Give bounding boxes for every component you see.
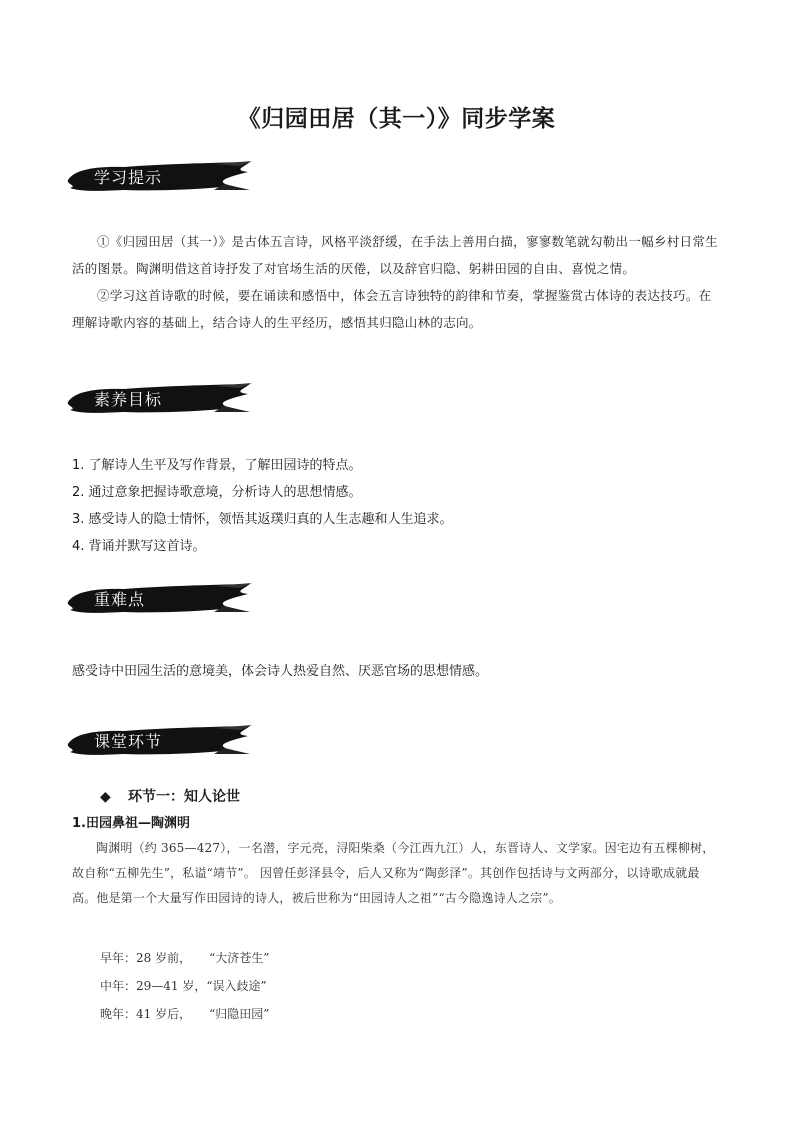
tips-paragraph-2: ②学习这首诗歌的时候，要在诵读和感悟中，体会五言诗独特的韵律和节奏，掌握鉴赏古体诗的表达技巧。在理解诗歌内容的基础上，结合诗人的生平经历，感悟其归隐山林的志向。 bbox=[72, 288, 712, 330]
brush-stroke-icon bbox=[64, 582, 254, 616]
stage-row bbox=[100, 1000, 269, 1028]
section-title: 课堂环节 bbox=[94, 732, 163, 751]
list-item: 3. 感受诗人的隐士情怀，领悟其返璞归真的人生志趣和人生追求。 bbox=[72, 512, 453, 527]
section-header-key bbox=[64, 582, 254, 616]
tips-text bbox=[72, 228, 722, 336]
stage-label: 中年：29—41 岁， bbox=[100, 979, 207, 993]
diamond-bullet-icon: ◆ bbox=[100, 789, 111, 805]
stage-row bbox=[100, 944, 269, 972]
section-header-class bbox=[64, 724, 254, 758]
key-text: 感受诗中田园生活的意境美，体会诗人热爱自然、厌恶官场的思想情感。 bbox=[72, 664, 489, 679]
section-header-goals bbox=[64, 382, 254, 416]
step-heading bbox=[100, 786, 240, 806]
section-title: 学习提示 bbox=[94, 168, 163, 187]
section-title: 重难点 bbox=[94, 590, 146, 609]
tips-paragraph-1: ①《归园田居（其一）》是古体五言诗，风格平淡舒缓，在手法上善用白描，寥寥数笔就勾勒出一幅乡村日常生活的图景。陶渊明借这首诗抒发了对官场生活的厌倦，以及辞官归隐、躬耕田园的自由、喜悦之情。 bbox=[72, 234, 718, 276]
bio-paragraph: 陶渊明（约 365—427），一名潜，字元亮，浔阳柴桑（今江西九江）人，东晋诗人、文学家。因宅边有五棵柳树，故自称“五柳先生”，私谥“靖节”。 因曾任彭泽县令，后人又称为“陶彭泽”。其创作包括诗与文两部分，以诗歌成就最高。他是第一个大量写作田园诗的诗人，被后世称为“田园诗人之祖”“古今隐逸诗人之宗”。 bbox=[72, 841, 715, 905]
stage-label: 早年：28 岁前， bbox=[100, 951, 192, 965]
stage-quote: “大济苍生” bbox=[209, 951, 270, 965]
section-header-tips bbox=[64, 160, 254, 194]
stage-label: 晚年：41 岁后， bbox=[100, 1007, 192, 1021]
list-item: 4. 背诵并默写这首诗。 bbox=[72, 539, 206, 554]
section-title: 素养目标 bbox=[94, 390, 163, 409]
bio-text bbox=[72, 836, 722, 911]
goals-list bbox=[72, 452, 722, 560]
stage-quote: “误入歧途” bbox=[206, 979, 267, 993]
stage-quote: “归隐田园” bbox=[209, 1007, 270, 1021]
life-stages bbox=[100, 944, 269, 1028]
sub-heading: 1.田园鼻祖—陶渊明 bbox=[72, 816, 190, 831]
step-label: 环节一：知人论世 bbox=[128, 789, 240, 805]
list-item: 1. 了解诗人生平及写作背景，了解田园诗的特点。 bbox=[72, 458, 362, 473]
list-item: 2. 通过意象把握诗歌意境，分析诗人的思想情感。 bbox=[72, 485, 362, 500]
stage-row bbox=[100, 972, 269, 1000]
page-title: 《归园田居（其一）》同步学案 bbox=[237, 105, 556, 132]
